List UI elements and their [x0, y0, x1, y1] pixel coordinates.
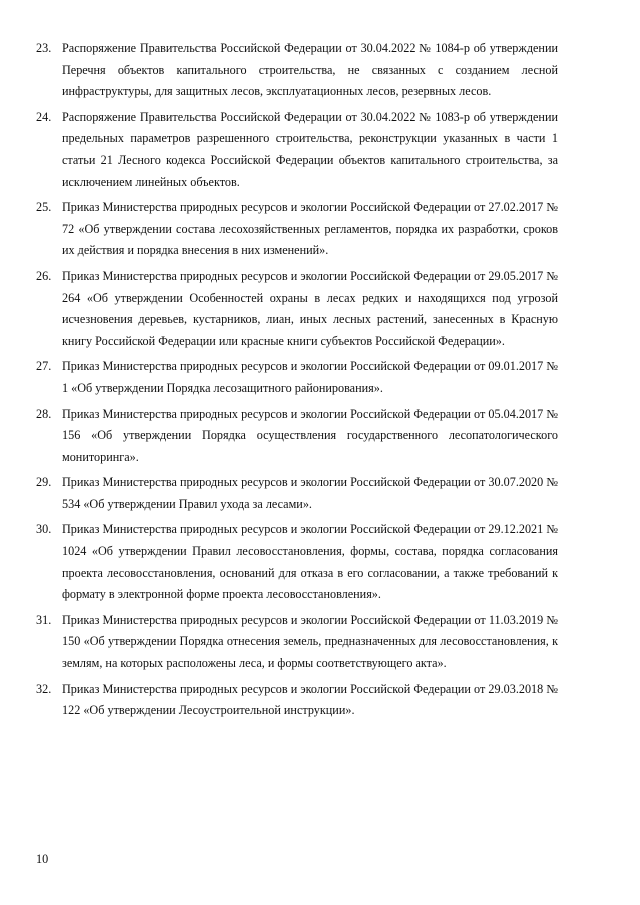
list-item	[36, 610, 558, 675]
item-text: Приказ Министерства природных ресурсов и экологии Российской Федерации от 29.12.2021 № 1024 «Об утверждении Правил лесовосстановления, формы, состава, порядка согласования проекта лесовосстановления, оснований для отказа в его согласовании, а также требований к формату в электронной форме проекта лесовосстановления».	[62, 522, 558, 602]
list-item	[36, 266, 558, 352]
item-text: Приказ Министерства природных ресурсов и экологии Российской Федерации от 30.07.2020 № 534 «Об утверждении Правил ухода за лесами».	[62, 475, 558, 511]
list-item	[36, 404, 558, 469]
legal-acts-list	[36, 38, 558, 726]
item-text: Приказ Министерства природных ресурсов и экологии Российской Федерации от 05.04.2017 № 156 «Об утверждении Порядка осуществления государственного лесопатологического мониторинга».	[62, 406, 558, 464]
list-item	[36, 197, 558, 262]
list-item	[36, 519, 558, 605]
item-number: 26.	[36, 268, 52, 283]
item-text: Распоряжение Правительства Российской Федерации от 30.04.2022 № 1084-р об утверждении Перечня объектов капитального строительства, не связанных с созданием лесной инфраструктуры, для защитных лесов, эксплуатационных лесов, резервных лесов.	[62, 41, 558, 99]
list-item	[36, 472, 558, 515]
item-number: 32.	[36, 681, 52, 696]
item-number: 25.	[36, 200, 52, 215]
item-number: 24.	[36, 109, 52, 124]
list-item	[36, 679, 558, 722]
item-text: Приказ Министерства природных ресурсов и экологии Российской Федерации от 29.05.2017 № 264 «Об утверждении Особенностей охраны в лесах редких и находящихся под угрозой исчезновения деревьев, кустарников, лиан, иных лесных растений, занесенных в Красную книгу Российской Федерации или красные книги субъектов Российской Федерации».	[62, 268, 558, 348]
item-text: Приказ Министерства природных ресурсов и экологии Российской Федерации от 27.02.2017 № 72 «Об утверждении состава лесохозяйственных регламентов, порядка их разработки, сроков их действия и порядка внесения в них изменений».	[62, 200, 558, 258]
item-number: 29.	[36, 475, 52, 490]
item-number: 30.	[36, 522, 52, 537]
list-item	[36, 356, 558, 399]
item-number: 28.	[36, 406, 52, 421]
list-item	[36, 107, 558, 193]
item-number: 23.	[36, 41, 52, 55]
item-text: Приказ Министерства природных ресурсов и экологии Российской Федерации от 11.03.2019 № 150 «Об утверждении Порядка отнесения земель, предназначенных для лесовосстановления, к землям, на которых расположены леса, и формы соответствующего акта».	[62, 612, 558, 671]
item-text: Распоряжение Правительства Российской Федерации от 30.04.2022 № 1083-р об утверждении предельных параметров разрешенного строительства, реконструкции указанных в части 1 статьи 21 Лесного кодекса Российской Федерации объектов капитального строительства, за исключением линейных объектов.	[62, 109, 558, 189]
list-item	[36, 38, 558, 103]
page-number: 10	[36, 852, 49, 866]
item-number: 27.	[36, 359, 52, 374]
item-text: Приказ Министерства природных ресурсов и экологии Российской Федерации от 29.03.2018 № 122 «Об утверждении Лесоустроительной инструкции».	[62, 681, 558, 718]
item-text: Приказ Министерства природных ресурсов и экологии Российской Федерации от 09.01.2017 № 1 «Об утверждении Порядка лесозащитного районирования».	[62, 359, 558, 395]
item-number: 31.	[36, 612, 52, 627]
